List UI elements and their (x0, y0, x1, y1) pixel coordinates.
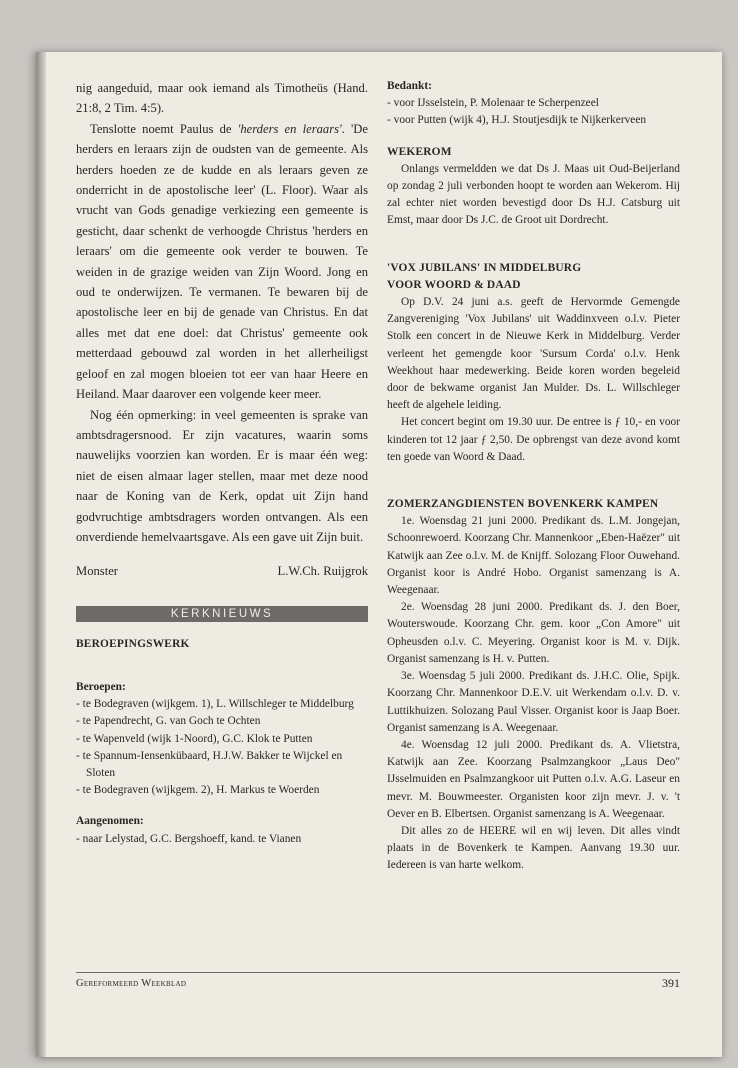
publication-name: Gereformeerd Weekblad (76, 978, 187, 989)
paragraph: 3e. Woensdag 5 juli 2000. Predikant ds. J.H.C. Olie, Spijk. Koorzang Chr. Mannenkoor D.E.V. uit Werkendam o.l.v. D. v. Luttikhuizen. Solozang Paul Visser. Organist koor is Jaap Boer. Organist samenzang is A. Weegenaar. (387, 670, 680, 734)
section-heading: BEROEPINGSWERK (76, 637, 190, 650)
aangenomen-list (76, 831, 368, 848)
subheading: Beroepen: (76, 680, 126, 693)
signature (76, 561, 368, 581)
list-item: - naar Lelystad, G.C. Bergshoeff, kand. te Vianen (76, 831, 368, 848)
text-span: . 'De herders en leraars zijn de oudsten van de gemeente. Als herders hoeden ze de kudde en als leraars geven ze onderricht in de apostolische leer' (L. Floor). Waar als vrucht van Gods genadige verkiezing een gemeente is gesticht, daar schenkt de verhoogde Christus 'herders en leraars' om die gemeente ook verder te bouwen. Te weiden in de grazige weiden van Zijn Woord. Jong en oud te onderwijzen. Te vermanen. Te bewaren bij de apostolische leer en bij de genade van Christus. En dat alles met dat ene doel: dat Christus' gemeente ook metterdaad gebouwd zal worden in het allerheiligst geloof en zal mogen bloeien tot eer van haar Heere en Heiland. Maar daarover een volgende keer meer. (76, 121, 368, 402)
paragraph: Dit alles zo de HEERE wil en wij leven. Dit alles vindt plaats in de Bovenkerk te Kampen. Aanvang 19.30 uur. Iedereen is van harte welkom. (387, 824, 680, 872)
section-heading: 'VOX JUBILANS' IN MIDDELBURG (387, 261, 582, 274)
beroepen-list (76, 696, 368, 799)
subheading: Aangenomen: (76, 815, 144, 828)
list-item: - voor IJsselstein, P. Molenaar te Scherpenzeel (387, 95, 680, 112)
footer-rule (76, 972, 680, 973)
list-item: - te Papendrecht, G. van Goch te Ochten (76, 713, 368, 730)
paragraph: 4e. Woensdag 12 juli 2000. Predikant ds. A. Vlietstra, Katwijk aan Zee. Koorzang Psalmzangkoor „Laus Deo" IJsselmuiden en Psalmzangkoor uit Putten o.l.v. A.G. Laseur en mevr. M. Bouwmeester. Organisten koor zijn mevr. J. v. 't Oever en B. Elbertsen. Organist samenzang is A. Weegenaar. (387, 738, 680, 820)
beroepingswerk-section (76, 622, 368, 848)
list-item: - te Bodegraven (wijkgem. 2), H. Markus te Woerden (76, 782, 368, 799)
binding-spine (36, 52, 46, 1057)
bedankt-list (387, 95, 680, 129)
page-number: 391 (662, 976, 680, 990)
section-heading: ZOMERZANGDIENSTEN BOVENKERK KAMPEN (387, 498, 659, 511)
paragraph: Nog één opmerking: in veel gemeenten is sprake van ambtsdragersnood. Er zijn vacatures, waarin soms nauwelijks voorzien kan worden. Er is maar één weg: niet de eisen almaar lager stellen, maar met deze nood naar de Koning van de Kerk, opdat uit Zijn hand godvruchtige ambtsdragers worden ontvangen. Als een onverdiende hemelvaartsgave. Als een gave uit Zijn buit. (76, 407, 368, 544)
section-banner: KERKNIEUWS (76, 606, 368, 622)
paragraph: Op D.V. 24 juni a.s. geeft de Hervormde Gemengde Zangvereniging 'Vox Jubilans' uit Waddinxveen o.l.v. Pieter Stolk een concert in de Nieuwe Kerk in Middelburg. Verder verleent het gemengde koor 'Sursum Corda' o.l.v. Henk Weekhout haar medewerking. Beide koren worden begeleid door de bekwame organist Jan Mulder. Ds. L. Willschleger heeft de algehele leiding. (387, 296, 680, 412)
paragraph: 2e. Woensdag 28 juni 2000. Predikant ds. J. den Boer, Wouterswoude. Koorzang Chr. gem. koor „Con Amore" uit Opheusden o.l.v. C. Meyering. Organist koor is M. v. Dijk. Organist samenzang is H. v. Putten. (387, 601, 680, 665)
left-column (76, 78, 368, 848)
list-item: - te Spannum-Iensenkübaard, H.J.W. Bakker te Wijckel en Sloten (76, 748, 368, 782)
list-item: - te Wapenveld (wijk 1-Noord), G.C. Klok te Putten (76, 731, 368, 748)
paragraph: Onlangs vermeldden we dat Ds J. Maas uit Oud-Beijerland op zondag 2 juli verbonden hoopt te worden aan Wekerom. Hij zal echter niet worden bevestigd door Ds H.J. Catsburg uit Emst, maar door Ds J.C. de Groot uit Dordrecht. (387, 162, 680, 227)
right-column (387, 78, 680, 875)
list-item: - te Bodegraven (wijkgem. 1), L. Willschleger te Middelburg (76, 696, 368, 713)
paragraph: 1e. Woensdag 21 juni 2000. Predikant ds. L.M. Jongejan, Schoonrewoerd. Koorzang Chr. Mannenkoor „Eben-Haëzer" uit Katwijk aan Zee o.l.v. M. de Knijff. Solozang Floor Ouwehand. Organist koor is André Hobo. Organist samenzang is A. Weegenaar. (387, 515, 680, 597)
subheading: Bedankt: (387, 80, 432, 92)
list-item: - voor Putten (wijk 4), H.J. Stoutjesdijk te Nijkerkerveen (387, 112, 680, 129)
paragraph (76, 119, 368, 405)
emphasis: 'herders en leraars' (237, 121, 342, 136)
paragraph: nig aangeduid, maar ook iemand als Timotheüs (Hand. 21:8, 2 Tim. 4:5). (76, 81, 368, 116)
section-heading: VOOR WOORD & DAAD (387, 278, 521, 291)
section-heading: WEKEROM (387, 145, 452, 158)
text-span: Tenslotte noemt Paulus de (90, 121, 238, 136)
signature-place: Monster (76, 564, 118, 579)
paragraph: Het concert begint om 19.30 uur. De entree is ƒ 10,- en voor kinderen tot 12 jaar ƒ 2,50. De opbrengst van deze avond komt ten goede van Woord & Daad. (387, 416, 680, 463)
signature-name: L.W.Ch. Ruijgrok (277, 564, 368, 579)
